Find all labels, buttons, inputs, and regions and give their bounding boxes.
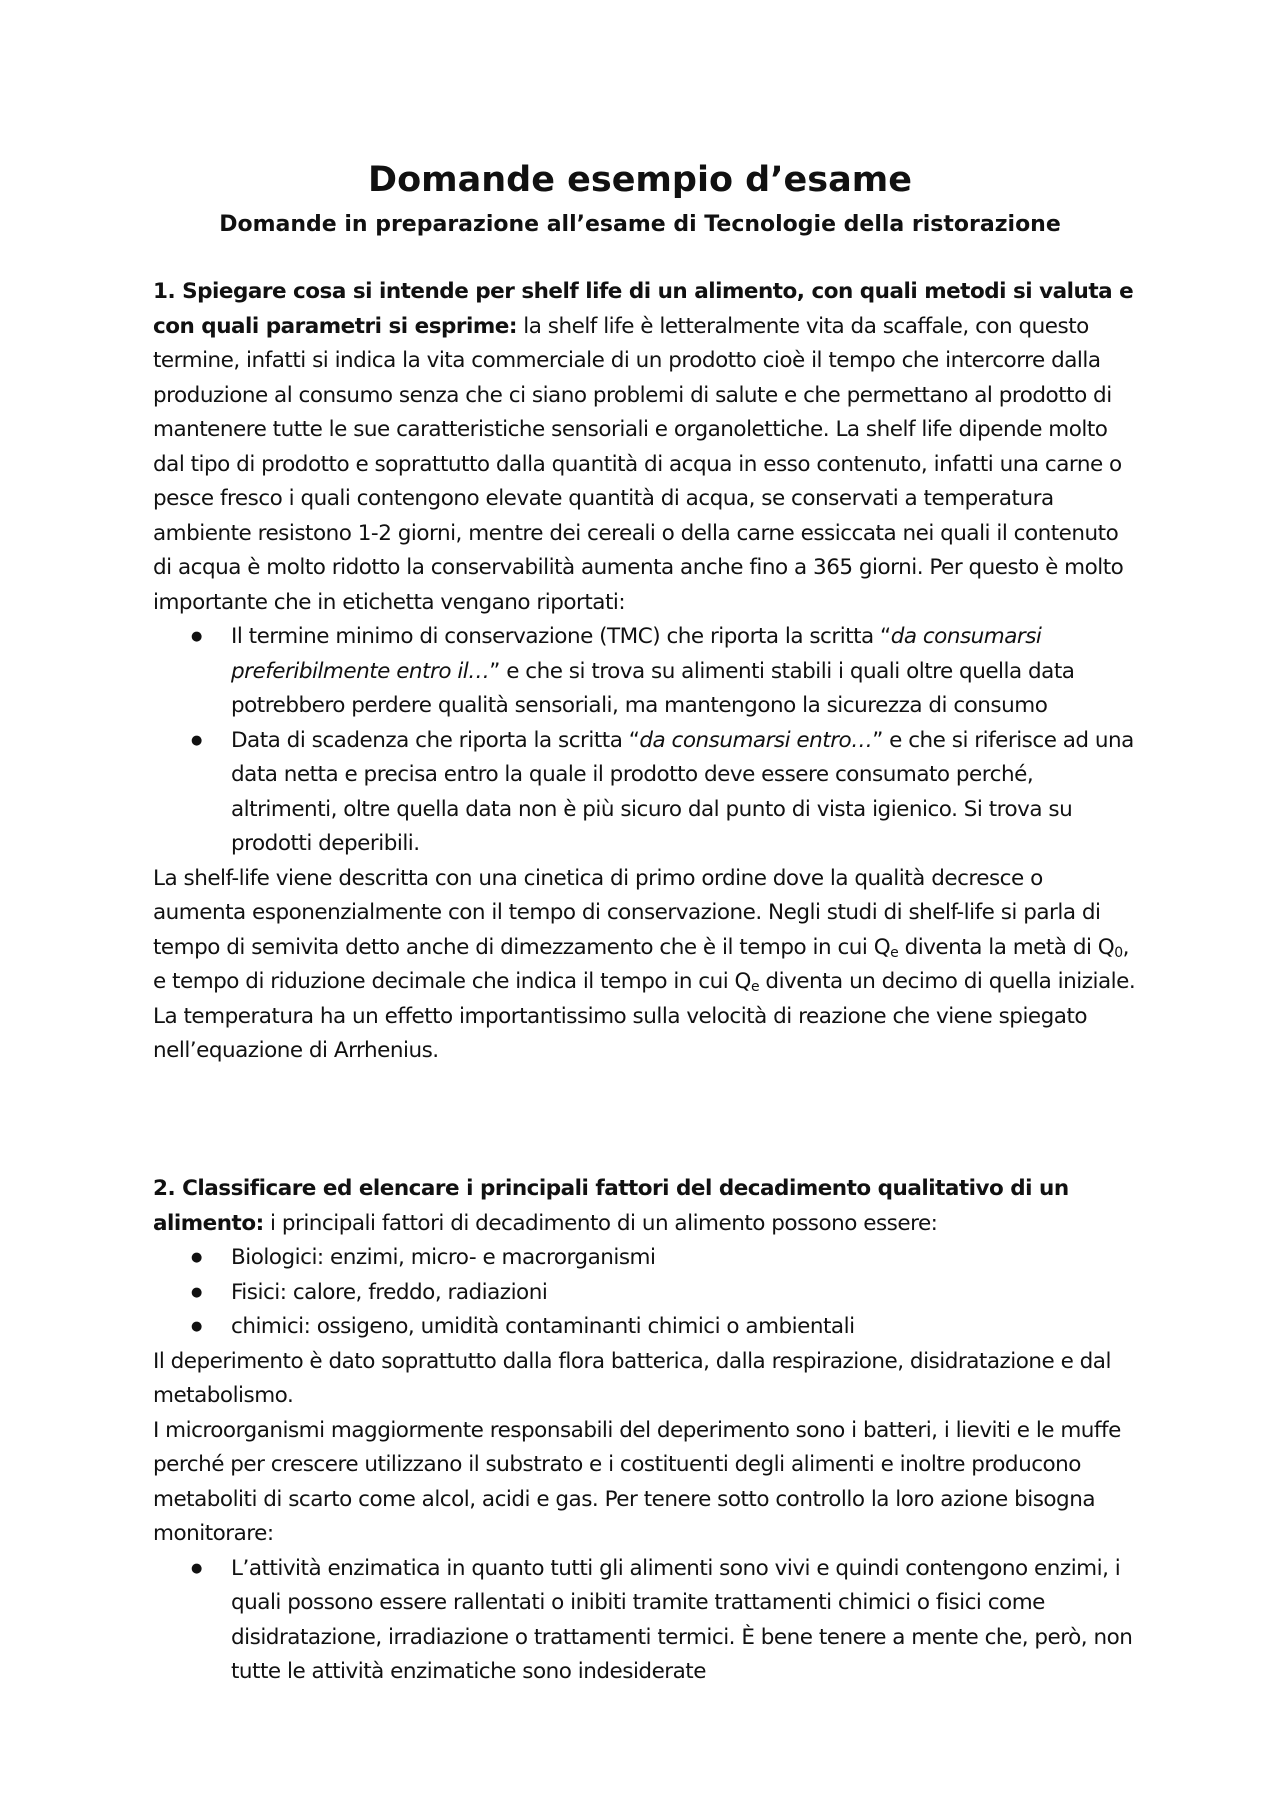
bullet-italic-text: da consumarsi entro… bbox=[639, 727, 873, 753]
paragraph-text: diventa un decimo di quella iniziale. La temperatura ha un effetto importantissimo sulla velocità di reazione che viene spiegato nell’equazione di Arrhenius. bbox=[153, 969, 1136, 1063]
deterioration-paragraph: Il deperimento è dato soprattutto dalla flora batterica, dalla respirazione, disidratazione e dal metabolismo. bbox=[153, 1348, 1111, 1408]
question-2-heading: 2. Classificare ed elencare i principali fattori del decadimento qualitativo di un alimento: bbox=[153, 1176, 1069, 1236]
bullet-text: Il termine minimo di conservazione (TMC) che riporta la scritta “ bbox=[231, 624, 891, 649]
list-item: ● Fisici: calore, freddo, radiazioni bbox=[231, 1276, 1138, 1311]
subscript: e bbox=[890, 944, 899, 961]
shelf-life-kinetics-paragraph bbox=[153, 862, 1138, 1069]
paragraph-text: diventa la metà di Q bbox=[898, 934, 1115, 960]
page-subtitle: Domande in preparazione all’esame di Tecnologie della ristorazione bbox=[219, 212, 1061, 237]
decay-factors-list bbox=[153, 1241, 1138, 1345]
subscript: e bbox=[750, 979, 760, 995]
question-1-heading: 1. Spiegare cosa si intende per shelf life di un alimento, con quali metodi si valuta e con quali parametri si esprime: bbox=[153, 279, 1134, 339]
question-1-paragraph bbox=[153, 275, 1138, 620]
list-item bbox=[231, 724, 1138, 862]
question-2-intro: i principali fattori di decadimento di un alimento possono essere: bbox=[263, 1210, 938, 1236]
question-1-intro: la shelf life è letteralmente vita da scaffale, con questo termine, infatti si indica la vita commerciale di un prodotto cioè il tempo che intercorre dalla produzione al consumo senza che ci siano problemi di salute e che permettano al prodotto di mantenere tutte le sue caratteristiche sensoriali e organolettiche. La shelf life dipende molto dal tipo di prodotto e soprattutto dalla quantità di acqua in esso contenuto, infatti una carne o pesce fresco i quali contengono elevate quantità di acqua, se conservati a temperatura ambiente resistono 1-2 giorni, mentre dei cereali o della carne essiccata nei quali il contenuto di acqua è molto ridotto la conservabilità aumenta anche fino a 365 giorni. Per questo è molto importante che in etichetta vengano riportati: bbox=[153, 313, 1124, 615]
monitoring-list bbox=[153, 1552, 1138, 1690]
list-item bbox=[231, 620, 1138, 724]
page-title: Domande esempio d’esame bbox=[368, 160, 912, 200]
bullet-italic-text: da consumarsi preferibilmente entro il… bbox=[231, 624, 1042, 684]
paragraph-text: La shelf-life viene descritta con una cinetica di primo ordine dove la qualità decresce o aumenta esponenzialmente con il tempo di conservazione. Negli studi di shelf-life si parla di tempo di semivita detto anche di dimezzamento che è il tempo in cui Q bbox=[153, 865, 1101, 960]
label-dates-list bbox=[153, 620, 1138, 862]
paragraph-text: , e tempo di riduzione decimale che indica il tempo in cui Q bbox=[153, 934, 1129, 994]
bullet-text: Data di scadenza che riporta la scritta “ bbox=[231, 727, 640, 753]
list-item: ● Biologici: enzimi, micro- e macrorganismi bbox=[231, 1241, 1138, 1276]
question-2-section bbox=[153, 1172, 1138, 1690]
subscript: 0 bbox=[1114, 944, 1123, 961]
bullet-text: ” e che si riferisce ad una data netta e precisa entro la quale il prodotto deve essere consumato perché, altrimenti, oltre quella data non è più sicuro dal punto di vista igienico. Si trova su prodotti deperibili. bbox=[231, 727, 1134, 856]
list-item: ● chimici: ossigeno, umidità contaminanti chimici o ambientali bbox=[231, 1310, 1138, 1345]
question-1-section bbox=[153, 275, 1138, 1069]
bullet-text: ” e che si trova su alimenti stabili i quali oltre quella data potrebbero perdere qualità sensoriali, ma mantengono la sicurezza di consumo bbox=[231, 658, 1075, 718]
list-item: ● L’attività enzimatica in quanto tutti gli alimenti sono vivi e quindi contengono enzimi, i quali possono essere rallentati o inibiti tramite trattamenti chimici o fisici come disidratazione, irradiazione o trattamenti termici. È bene tenere a mente che, però, non tutte le attività enzimatiche sono indesiderate bbox=[231, 1552, 1138, 1690]
microorganisms-paragraph: I microorganismi maggiormente responsabili del deperimento sono i batteri, i lieviti e le muffe perché per crescere utilizzano il substrato e i costituenti degli alimenti e inoltre producono metaboliti di scarto come alcol, acidi e gas. Per tenere sotto controllo la loro azione bisogna monitorare: bbox=[153, 1417, 1121, 1546]
question-2-paragraph bbox=[153, 1172, 1138, 1241]
